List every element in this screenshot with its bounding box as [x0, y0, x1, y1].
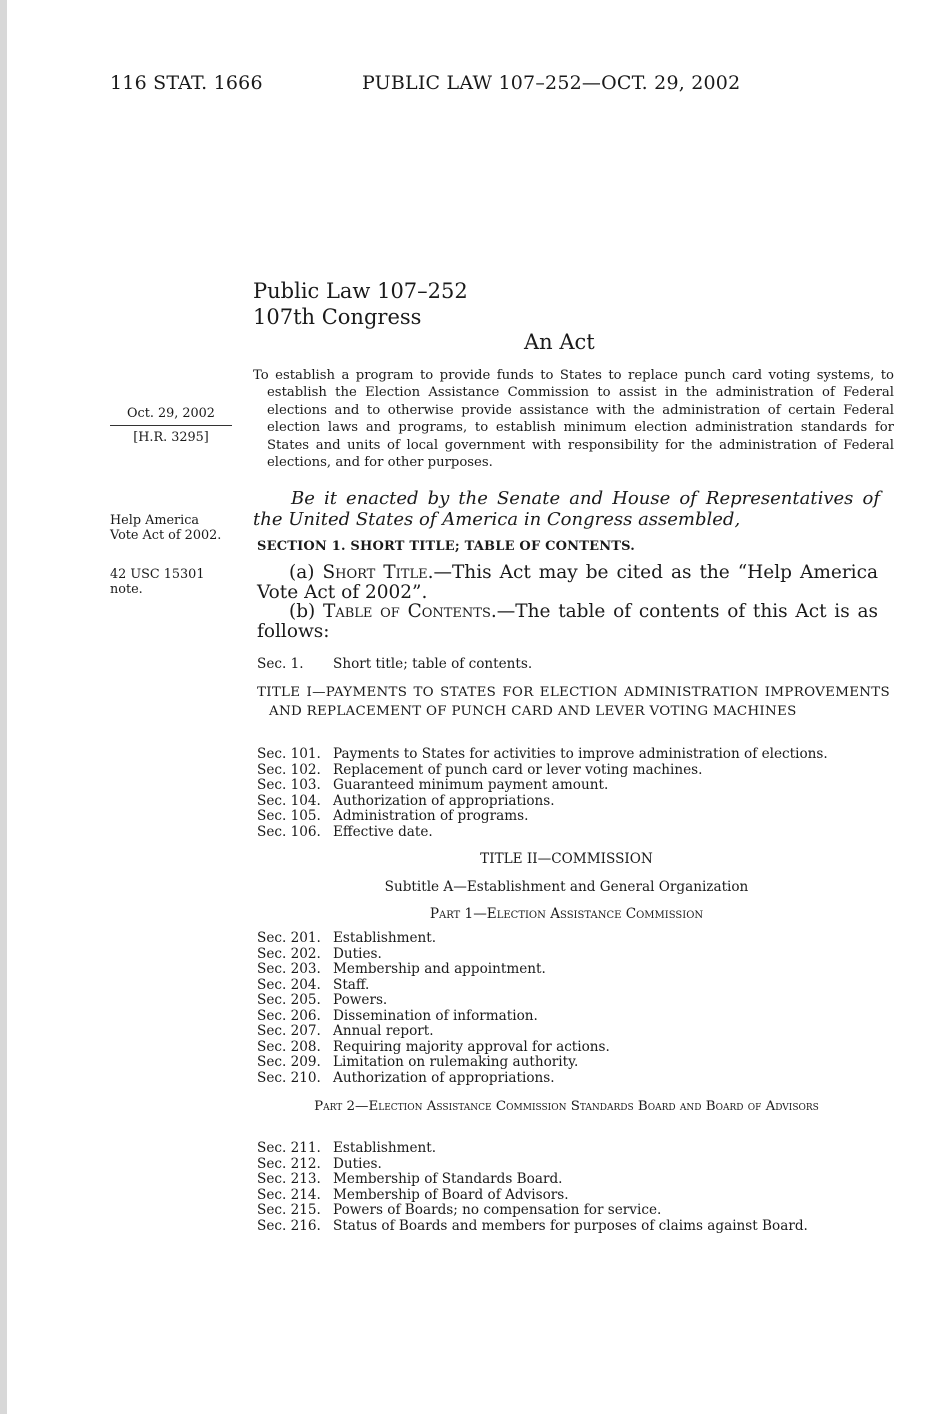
toc-entry	[257, 1219, 808, 1235]
toc-section-number: Sec. 206.	[257, 1007, 321, 1024]
toc-section-number: Sec. 212.	[257, 1155, 321, 1172]
toc-section-title: Requiring majority approval for actions.	[333, 1038, 610, 1055]
toc-entry	[257, 747, 828, 763]
toc-section-title: Replacement of punch card or lever voting machines.	[333, 761, 703, 778]
toc-entry	[257, 1188, 569, 1204]
toc-section-number: Sec. 214.	[257, 1186, 321, 1203]
toc-entry	[257, 1009, 538, 1025]
margin-divider	[110, 425, 232, 426]
toc-title-1-heading: TITLE I—PAYMENTS TO STATES FOR ELECTION ADMINISTRATION IMPROVEMENTS AND REPLACEMENT OF PUNCH CARD AND LEVER VOTING MACHINES	[257, 685, 890, 719]
subsection-a-caption: Short Title	[322, 562, 428, 583]
enacting-clause: Be it enacted by the Senate and House of Representatives of the United States of America in Congress assembled,	[253, 488, 880, 530]
toc-subtitle-a: Subtitle A—Establishment and General Organization	[384, 879, 749, 895]
toc-section-number: Sec. 104.	[257, 792, 321, 809]
toc-entry	[257, 1157, 382, 1173]
toc-entry	[257, 1024, 434, 1040]
toc-entry	[257, 1172, 562, 1188]
toc-section-number: Sec. 1.	[257, 656, 304, 672]
toc-section-title: Duties.	[333, 1155, 382, 1172]
congress-number: 107th Congress	[253, 305, 422, 329]
subsection-a-label: (a)	[289, 562, 323, 583]
toc-section-title: Establishment.	[333, 1140, 437, 1156]
margin-enactment-date: Oct. 29, 2002	[127, 406, 215, 421]
toc-entry	[257, 794, 555, 810]
toc-section-number: Sec. 213.	[257, 1171, 321, 1187]
toc-section-title: Short title; table of contents.	[333, 656, 533, 672]
toc-section-number: Sec. 216.	[257, 1217, 321, 1234]
toc-section-title: Status of Boards and members for purposes of claims against Board.	[333, 1217, 808, 1234]
toc-entry	[257, 993, 387, 1009]
toc-section-title: Staff.	[333, 976, 370, 993]
toc-section-number: Sec. 103.	[257, 777, 321, 793]
public-law-number: Public Law 107–252	[253, 279, 468, 303]
toc-section-number: Sec. 211.	[257, 1140, 321, 1156]
toc-entry	[257, 1055, 578, 1071]
page-number: 116 STAT. 1666	[110, 72, 263, 94]
toc-entry	[257, 778, 608, 794]
part-2-text: 2—Election Assistance Commission Standards Board and Board of Advisors	[342, 1099, 819, 1114]
margin-usc-note: note.	[110, 582, 143, 597]
part-1-label: Part	[429, 906, 461, 922]
toc-entry	[257, 1203, 661, 1219]
margin-usc-citation: 42 USC 15301	[110, 567, 205, 582]
toc-section-number: Sec. 210.	[257, 1069, 321, 1086]
toc-entry	[257, 1071, 555, 1087]
toc-section-number: Sec. 205.	[257, 992, 321, 1008]
toc-entry	[257, 763, 702, 779]
toc-section-title: Administration of programs.	[333, 808, 529, 824]
toc-section-title: Membership and appointment.	[333, 961, 546, 977]
margin-bill-number: [H.R. 3295]	[133, 430, 209, 445]
toc-entry	[257, 978, 369, 994]
toc-section-number: Sec. 207.	[257, 1023, 321, 1039]
act-purpose: To establish a program to provide funds to States to replace punch card voting systems, to establish the Election Assistance Commission to assist in the administration of Federal elections and to otherwise provide assistance with the administration of certain Federal election laws and programs, to establish minimum election administration standards for States and units of local government with responsibility for the administration of Federal elections, and for other purposes.	[253, 368, 894, 471]
toc-entry	[257, 1141, 436, 1157]
toc-section-number: Sec. 209.	[257, 1054, 321, 1070]
toc-entry	[257, 809, 528, 825]
toc-section-title: Guaranteed minimum payment amount.	[333, 777, 609, 793]
section-heading: SECTION 1. SHORT TITLE; TABLE OF CONTENTS.	[257, 539, 636, 554]
toc-section-number: Sec. 203.	[257, 961, 321, 977]
toc-section-title: Effective date.	[333, 823, 433, 840]
toc-section-title: Membership of Board of Advisors.	[333, 1186, 569, 1203]
toc-section-title: Establishment.	[333, 930, 437, 946]
subsection-table-of-contents	[257, 602, 878, 642]
an-act-heading: An Act	[524, 330, 595, 354]
toc-title-2-heading: TITLE II—COMMISSION	[480, 851, 653, 867]
subsection-b-text: .—The table of contents of this Act is as follows:	[257, 601, 878, 642]
part-1-text: 1—Election Assistance Commission	[460, 906, 704, 922]
toc-section-number: Sec. 101.	[257, 746, 321, 762]
subsection-short-title	[257, 563, 878, 603]
toc-section-title: Powers.	[333, 992, 388, 1008]
toc-entry	[257, 962, 546, 978]
toc-section-number: Sec. 106.	[257, 823, 321, 840]
toc-section-number: Sec. 105.	[257, 808, 321, 824]
part-2-label: Part	[314, 1099, 343, 1114]
margin-short-title-line1: Help America	[110, 513, 200, 528]
toc-section-title: Powers of Boards; no compensation for service.	[333, 1202, 662, 1218]
subsection-a-text: .—This Act may be cited as the “Help America Vote Act of 2002”.	[257, 562, 878, 603]
toc-section-title: Payments to States for activities to improve administration of elections.	[333, 746, 828, 762]
toc-entry	[257, 657, 532, 673]
toc-entry	[257, 947, 382, 963]
running-head-title: PUBLIC LAW 107–252—OCT. 29, 2002	[362, 72, 741, 94]
scan-edge	[0, 0, 7, 1414]
toc-part-2-heading	[253, 1097, 880, 1116]
toc-section-title: Authorization of appropriations.	[333, 792, 555, 809]
toc-section-title: Dissemination of information.	[333, 1007, 538, 1024]
toc-section-number: Sec. 201.	[257, 930, 321, 946]
subsection-b-caption: Table of Contents	[323, 601, 491, 622]
toc-section-title: Limitation on rulemaking authority.	[333, 1054, 579, 1070]
toc-section-title: Duties.	[333, 945, 382, 962]
toc-section-number: Sec. 202.	[257, 945, 321, 962]
toc-section-number: Sec. 102.	[257, 761, 321, 778]
toc-section-number: Sec. 215.	[257, 1202, 321, 1218]
margin-short-title-line2: Vote Act of 2002.	[110, 528, 222, 543]
toc-entry	[257, 825, 433, 841]
toc-section-title: Authorization of appropriations.	[333, 1069, 555, 1086]
toc-entry	[257, 931, 436, 947]
toc-entry	[257, 1040, 610, 1056]
toc-part-1-heading	[253, 906, 880, 922]
toc-section-title: Annual report.	[333, 1023, 434, 1039]
toc-section-title: Membership of Standards Board.	[333, 1171, 563, 1187]
subsection-b-label: (b)	[289, 601, 324, 622]
toc-section-number: Sec. 208.	[257, 1038, 321, 1055]
toc-section-number: Sec. 204.	[257, 976, 321, 993]
